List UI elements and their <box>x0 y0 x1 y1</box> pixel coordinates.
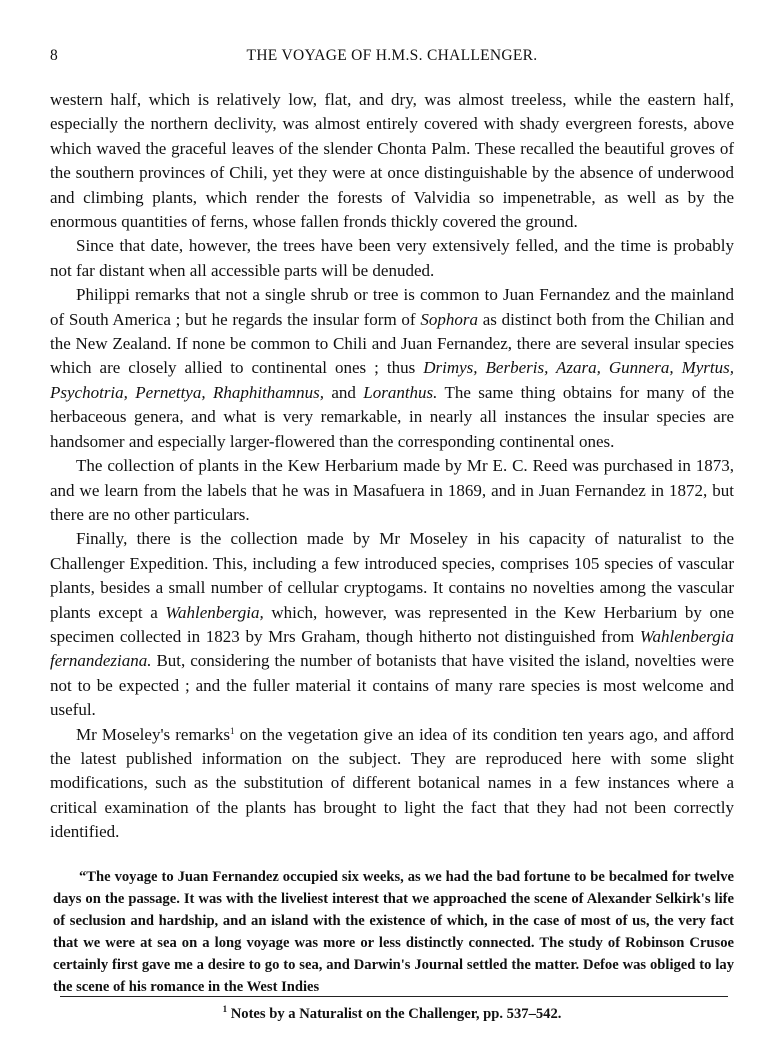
footnote-divider <box>60 996 728 997</box>
page-header <box>50 47 734 71</box>
footnote <box>50 1006 734 1023</box>
text-run: western half, which is relatively low, flat, and dry, was almost treeless, while the eastern half, especially the northern declivity, was almost entirely covered with shady evergreen forests, above which waved the graceful leaves of the slender Chonta Palm. These recalled the beautiful groves of the southern provinces of Chili, yet they were at once distinguishable by the absence of underwood and climbing plants, which render the forests of Valvidia so impenetrable, as well as by the enormous quantities of ferns, whose fallen fronds thickly covered the ground. <box>50 90 734 232</box>
text-run: which, however, was represented in the Kew Herbarium by one specimen collected in 1823 by Mrs Graham, though hitherto not distinguished from <box>50 602 735 646</box>
text-run: Since that date, however, the trees have been very extensively felled, and the time is probably not far distant when all accessible parts will be denuded. <box>50 236 734 280</box>
text-run: Philippi remarks that not a single shrub or tree is common to Juan Fernandez and the mainland of South America ; but he regards the insular form of <box>50 285 734 329</box>
text-run: and <box>323 382 364 402</box>
text-run: Finally, there is the collection made by Mr Moseley in his capacity of naturalist to the Challenger Expedition. This, including a few introduced species, comprises 105 species of vascular plants, besides a small number of cellular cryptogams. It contains no novelties among the vascular plants except a <box>50 529 734 622</box>
paragraph <box>50 88 734 234</box>
footnote-marker: 1 <box>222 1004 228 1014</box>
paragraph <box>50 723 734 845</box>
running-head: THE VOYAGE OF H.M.S. CHALLENGER. <box>246 47 538 64</box>
block-quote <box>53 866 734 998</box>
body-text <box>50 88 734 845</box>
text-run: as distinct both from the Chilian and the New Zealand. If none be common to Chili and Juan Fernandez, there are several insular species which are closely allied to continental ones ; thus <box>50 309 735 378</box>
italic-taxon: Wahlenbergia, <box>165 602 264 622</box>
paragraph <box>50 454 734 527</box>
paragraph <box>50 283 734 454</box>
paragraph <box>50 527 734 722</box>
footnote-text: Notes by a Naturalist on the Challenger, pp. 537–542. <box>227 1006 562 1022</box>
page-number: 8 <box>50 47 58 64</box>
italic-taxon: Wahlenbergia fernandeziana. <box>50 626 734 671</box>
italic-taxon: Loranthus. <box>363 382 438 402</box>
text-run: on the vegetation give an idea of its condition ten years ago, and afford the latest published information on the subject. They are reproduced here with some slight modifications, such as the substitution of different botanical names in a few instances where a critical examination of the plants has brought to light the fact that they had not been correctly identified. <box>50 724 734 842</box>
text-run: Mr Moseley's remarks <box>76 724 230 744</box>
quote-text: “The voyage to Juan Fernandez occupied six weeks, as we had the bad fortune to be becalmed for twelve days on the passage. It was with the liveliest interest that we approached the scene of Alexander Selkirk's life of seclusion and hardship, and an island with the existence of which, in the case of most of us, the very fact that we were at sea on a long voyage was more or less distinctly connected. The study of Robinson Crusoe certainly first gave me a desire to go to sea, and Darwin's Journal settled the matter. Defoe was obliged to lay the scene of his romance in the West Indies <box>53 869 734 995</box>
footnote-reference: 1 <box>230 725 235 736</box>
italic-taxon: Drimys, Berberis, Azara, Gunnera, Myrtus, Psychotria, Pernettya, Rhaphithamnus, <box>50 358 734 402</box>
text-run: But, considering the number of botanists that have visited the island, novelties were not to be expected ; and the fuller material it contains of many rare species is most welcome and useful. <box>50 651 734 720</box>
italic-taxon: Sophora <box>420 309 478 329</box>
text-run: The collection of plants in the Kew Herbarium made by Mr E. C. Reed was purchased in 1873, and we learn from the labels that he was in Masafuera in 1869, and in Juan Fernandez in 1872, but there are no other particulars. <box>50 456 734 524</box>
text-run: The same thing obtains for many of the herbaceous genera, and what is very remarkable, in nearly all instances the insular species are handsomer and especially larger-flowered than the corresponding continental ones. <box>50 382 734 451</box>
paragraph <box>50 234 734 283</box>
